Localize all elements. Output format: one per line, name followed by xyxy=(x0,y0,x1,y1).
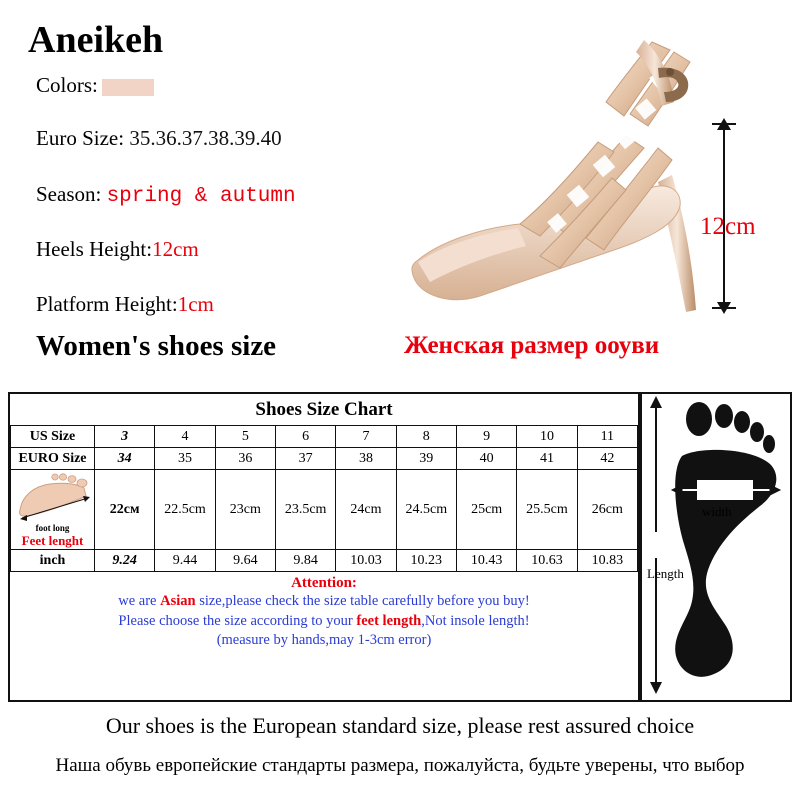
high-heel-sandal-illustration xyxy=(400,10,730,330)
spec-euro-size xyxy=(36,126,282,151)
spec-heels-label: Heels Height: xyxy=(36,237,153,261)
cell-cm-8: 26cm xyxy=(577,470,637,550)
spec-platform-value: 1cm xyxy=(177,292,214,316)
spec-season-label: Season: xyxy=(36,182,102,206)
cell-cm-7: 25.5cm xyxy=(517,470,577,550)
table-row-inch xyxy=(11,550,638,572)
row-label-inch: inch xyxy=(11,550,95,572)
color-swatch xyxy=(102,79,154,96)
cell-cm-3: 23.5cm xyxy=(275,470,335,550)
bottom-statement-english: Our shoes is the European standard size, please rest assured choice xyxy=(105,713,695,738)
footprint-diagram xyxy=(642,394,790,700)
table-row-feet-length-cm xyxy=(11,470,638,550)
cell-inch-8: 10.83 xyxy=(577,550,637,572)
spec-platform-label: Platform Height: xyxy=(36,292,178,316)
heading-womens-shoes-size: Women's shoes size xyxy=(36,330,277,362)
cell-euro-8: 42 xyxy=(577,448,637,470)
table-row-euro-size xyxy=(11,448,638,470)
spec-season xyxy=(36,182,296,208)
note2-a: Please choose the size according to your xyxy=(118,612,357,629)
row-label-feet-length xyxy=(11,470,95,550)
cell-cm-5: 24.5cm xyxy=(396,470,456,550)
width-label: width xyxy=(702,504,732,519)
cell-cm-0: 22см xyxy=(95,470,155,550)
cell-euro-5: 39 xyxy=(396,448,456,470)
cell-euro-1: 35 xyxy=(155,448,215,470)
size-table xyxy=(10,425,638,572)
foot-measure-icon xyxy=(12,470,94,522)
cell-euro-2: 36 xyxy=(215,448,275,470)
cell-cm-6: 25cm xyxy=(456,470,516,550)
row-label-euro-size: EURO Size xyxy=(11,448,95,470)
cell-us-5: 8 xyxy=(396,426,456,448)
cell-inch-7: 10.63 xyxy=(517,550,577,572)
spec-season-value: spring & autumn xyxy=(106,185,296,208)
cell-euro-0: 34 xyxy=(95,448,155,470)
cell-inch-0: 9.24 xyxy=(95,550,155,572)
cell-inch-6: 10.43 xyxy=(456,550,516,572)
feet-length-label: Feet lenght xyxy=(21,533,84,548)
spec-heels-value: 12cm xyxy=(152,237,199,261)
note-line-3: (measure by hands,may 1-3cm error) xyxy=(216,632,432,649)
cell-euro-3: 37 xyxy=(275,448,335,470)
foot-long-caption: foot long xyxy=(35,523,70,533)
cell-us-8: 11 xyxy=(577,426,637,448)
bottom-statement-russian: Наша обувь европейские стандарты размера, пожалуйста, будьте уверены, что выбор xyxy=(55,755,745,776)
spec-platform-height xyxy=(36,292,214,317)
note2-c: ,Not insole length! xyxy=(421,612,530,629)
cell-inch-5: 10.23 xyxy=(396,550,456,572)
cell-euro-7: 41 xyxy=(517,448,577,470)
cell-cm-1: 22.5cm xyxy=(155,470,215,550)
cell-inch-3: 9.84 xyxy=(275,550,335,572)
cell-cm-2: 23cm xyxy=(215,470,275,550)
heading-russian-size: Женская размер ооуви xyxy=(404,332,660,359)
cell-us-6: 9 xyxy=(456,426,516,448)
cell-us-4: 7 xyxy=(336,426,396,448)
row-label-us-size: US Size xyxy=(11,426,95,448)
spec-euro-label: Euro Size: xyxy=(36,126,125,150)
cell-us-3: 6 xyxy=(275,426,335,448)
brand-title: Aneikeh xyxy=(28,19,164,61)
cell-inch-1: 9.44 xyxy=(155,550,215,572)
cell-us-0: 3 xyxy=(95,426,155,448)
spec-heels-height xyxy=(36,237,199,262)
spec-euro-value: 35.36.37.38.39.40 xyxy=(129,126,282,150)
cell-euro-4: 38 xyxy=(336,448,396,470)
note-line-1 xyxy=(10,592,638,612)
cell-us-7: 10 xyxy=(517,426,577,448)
note1-c: size,please check the size table carefully before you buy! xyxy=(195,593,530,609)
note1-b: Asian xyxy=(160,593,196,609)
table-row-us-size xyxy=(11,426,638,448)
cell-euro-6: 40 xyxy=(456,448,516,470)
cell-us-1: 4 xyxy=(155,426,215,448)
attention-heading: Attention: xyxy=(291,575,357,591)
spec-colors xyxy=(36,73,154,98)
note2-b: feet length xyxy=(356,612,422,629)
chart-title: Shoes Size Chart xyxy=(255,399,393,420)
length-label: Length xyxy=(647,566,684,581)
note-line-2 xyxy=(10,612,638,632)
cell-us-2: 5 xyxy=(215,426,275,448)
foot-measure-panel xyxy=(640,392,792,702)
cell-inch-4: 10.03 xyxy=(336,550,396,572)
shoes-size-chart xyxy=(8,392,640,702)
heel-height-measure-label: 12cm xyxy=(700,213,756,240)
cell-cm-4: 24cm xyxy=(336,470,396,550)
spec-colors-label: Colors: xyxy=(36,73,98,97)
cell-inch-2: 9.64 xyxy=(215,550,275,572)
note1-a: we are xyxy=(118,593,161,609)
product-photo xyxy=(400,10,730,330)
